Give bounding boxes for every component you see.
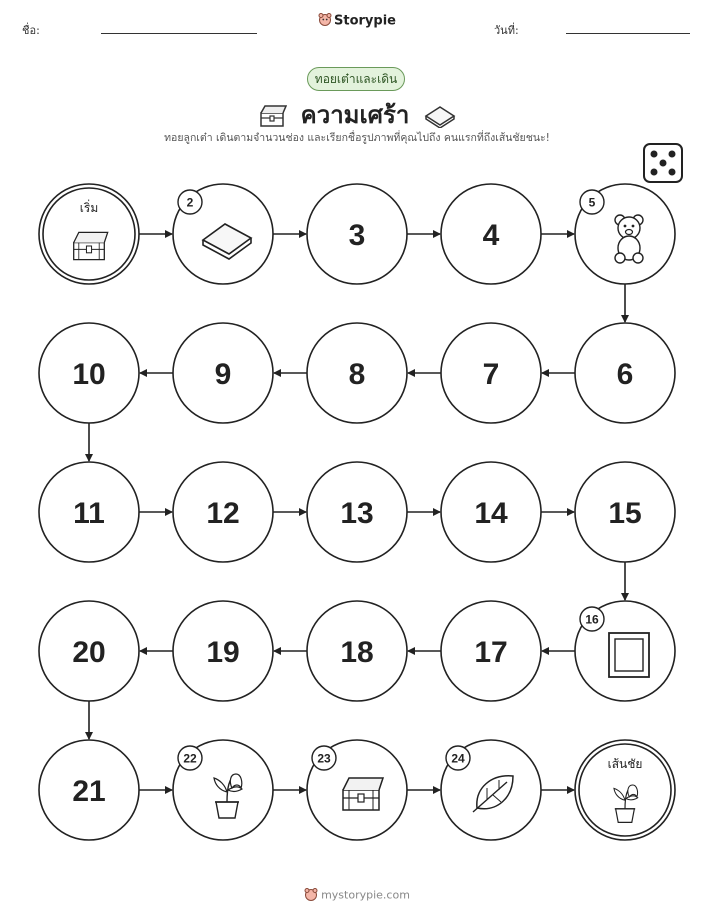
space-number: 12: [206, 497, 240, 530]
space-number: 6: [616, 358, 634, 391]
board-space: [173, 462, 273, 562]
board-space: [173, 184, 273, 284]
treasure-chest-icon: [74, 232, 108, 259]
space-number-badge: [580, 607, 604, 631]
board-space: [575, 323, 675, 423]
storypie-logo-icon: [304, 887, 318, 904]
board-space: [441, 184, 541, 284]
space-number-badge: [580, 190, 604, 214]
board-space: [307, 184, 407, 284]
space-number: 19: [206, 636, 240, 669]
board-space: [575, 601, 675, 701]
space-number: 10: [72, 358, 106, 391]
space-number-badge: [178, 190, 202, 214]
space-number-badge: [312, 746, 336, 770]
space-number: 21: [72, 775, 106, 808]
board-space: [307, 740, 407, 840]
picture-frame-icon: [609, 633, 649, 677]
board-space: [173, 323, 273, 423]
space-number: 11: [73, 497, 105, 530]
badge-number: 2: [186, 195, 194, 210]
space-number: 17: [474, 636, 508, 669]
name-label: ชื่อ:: [22, 24, 40, 37]
board-space: [441, 601, 541, 701]
board-space: [575, 462, 675, 562]
board-space: [441, 323, 541, 423]
space-number: 8: [348, 358, 366, 391]
title-text: ความเศร้า: [300, 101, 410, 129]
footer: [0, 887, 714, 904]
space-number-badge: [178, 746, 202, 770]
badge-number: 23: [317, 751, 331, 766]
space-number: 15: [608, 497, 642, 530]
badge-number: 24: [451, 751, 465, 766]
board-space: [39, 323, 139, 423]
space-number: 13: [340, 497, 374, 530]
board-space: [39, 740, 139, 840]
space-number: 20: [72, 636, 106, 669]
space-number: 9: [214, 358, 232, 391]
space-number: 3: [348, 219, 366, 252]
board-space: [39, 462, 139, 562]
board-space: [575, 184, 675, 284]
space-number: 14: [474, 497, 508, 530]
board-space: [441, 462, 541, 562]
finish-space: [575, 740, 675, 840]
board-space: [173, 740, 273, 840]
board-space: [307, 601, 407, 701]
board-space: [307, 323, 407, 423]
board-space: [173, 601, 273, 701]
treasure-chest-icon: [343, 778, 383, 810]
start-label: เริ่ม: [79, 201, 99, 215]
space-number: 7: [482, 358, 500, 391]
board-space: [441, 740, 541, 840]
start-space: [39, 184, 139, 284]
date-label: วันที่:: [494, 24, 519, 37]
brand-name: Storypie: [334, 13, 396, 29]
space-number-badge: [446, 746, 470, 770]
board-space: [39, 601, 139, 701]
game-type-pill: ทอยเต๋าและเดิน: [307, 67, 405, 91]
footer-url: mystorypie.com: [321, 888, 410, 902]
finish-label: เส้นชัย: [607, 757, 643, 771]
badge-number: 5: [588, 195, 596, 210]
board-space: [307, 462, 407, 562]
badge-number: 16: [585, 612, 599, 627]
space-number: 4: [482, 219, 500, 252]
badge-number: 22: [183, 751, 197, 766]
instructions: ทอยลูกเต๋า เดินตามจำนวนช่อง และเรียกชื่อรูปภาพที่คุณไปถึง คนแรกที่ถึงเส้นชัยชนะ!: [164, 132, 550, 144]
space-number: 18: [340, 636, 374, 669]
